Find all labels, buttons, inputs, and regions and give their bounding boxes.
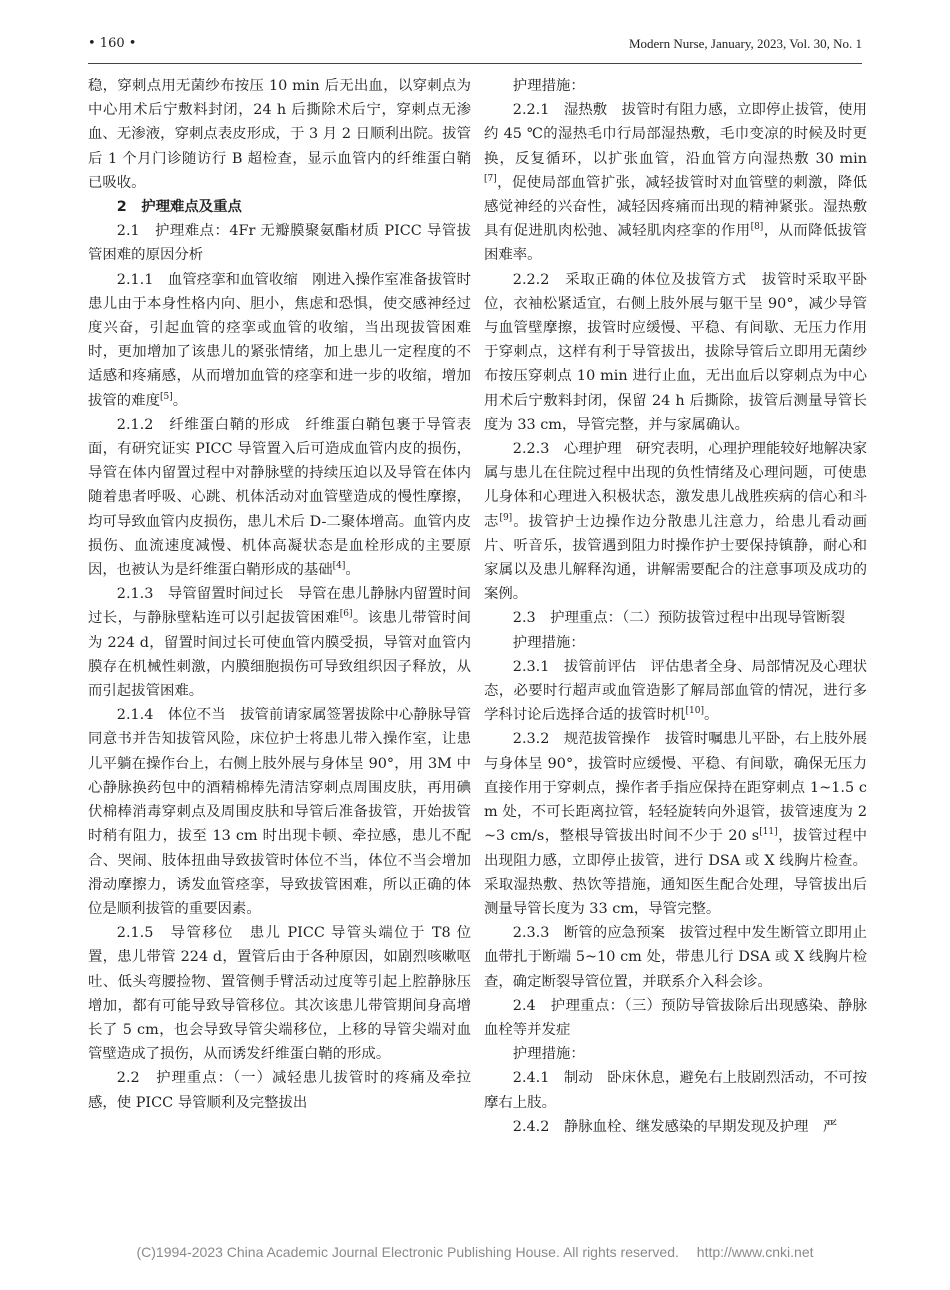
- paragraph-2-2-1: 2.2.1 湿热敷 拔管时有阻力感，立即停止拔管，使用约 45 ℃的湿热毛巾行局部湿热敷，毛巾变凉的时候及时更换，反复循环，以扩张血管，沿血管方向湿热敷 30 min[7]，促使局部血管扩张，减轻拔管时对血管壁的刺激，降低感觉神经的兴奋性，减轻因疼痛而出现的精神紧张。湿热敷具有促进肌肉松弛、减轻肌肉痉挛的作用[8]，从而降低拔管困难率。: [484, 102, 867, 264]
- paragraph-2-4-2: 2.4.2 静脉血栓、继发感染的早期发现及护理 严: [512, 1118, 838, 1135]
- paragraph-2-3-2: 2.3.2 规范拔管操作 拔管时嘱患儿平卧，右上肢外展与身体呈 90°，拔管时应缓慢、平稳、有间歇，确保无压力直接作用于穿刺点，操作者手指应保持在距穿刺点 1~1.5 cm 处，不可长距离拉管，轻轻旋转向外退管，拔管速度为 2~3 cm/s，整根导管拔出时间不少于 20 s[11]，拔管过程中出现阻力感，立即停止拔管，进行 DSA 或 X 线胸片检查。采取湿热敷、热饮等措施，通知医生配合处理，导管拔出后测量导管长度为 33 cm，导管完整。: [484, 731, 867, 917]
- section-heading-2-2: 2.2 护理重点：（一）减轻患儿拔管时的疼痛及牵拉感，使 PICC 导管顺利及完整拔出: [88, 1070, 471, 1111]
- paragraph-2-1-5: 2.1.5 导管移位 患儿 PICC 导管头端位于 T8 位置，患儿带管 224 d，置管后由于各种原因，如剧烈咳嗽呕吐、低头弯腰捡物、置管侧手臂活动过度等引起上腔静脉压增加，都有可能导致导管移位。其次该患儿带管期间身高增长了 5 cm，也会导致导管尖端移位，上移的导管尖端对血管壁造成了损伤，从而诱发纤维蛋白鞘的形成。: [88, 925, 471, 1063]
- copyright-footer: (C)1994-2023 China Academic Journal Electronic Publishing House. All rights reserved. http://www.cnki.net: [136, 1244, 814, 1260]
- page-number: • 160 •: [88, 36, 137, 51]
- paragraph-2-1-1: 2.1.1 血管痉挛和血管收缩 刚进入操作室准备拔管时患儿由于本身性格内向、胆小，焦虑和恐惧，使交感神经过度兴奋，引起血管的痉挛或血管的收缩，当出现拔管困难时，更加增加了该患儿的紧张情绪，加上患儿一定程度的不适感和疼痛感，从而增加血管的痉挛和进一步的收缩，增加拔管的难度[5]。: [88, 271, 471, 409]
- left-column: [88, 74, 471, 1115]
- measures-label: 护理措施：: [512, 78, 585, 94]
- section-heading-2-1: 2.1 护理难点：4Fr 无瓣膜聚氨酯材质 PICC 导管拔管困难的原因分析: [88, 223, 471, 264]
- citation-ref: [4]: [332, 561, 346, 572]
- section-heading-2-3: 2.3 护理重点：（二）预防拔管过程中出现导管断裂: [512, 610, 846, 627]
- section-heading-2: 2 护理难点及重点: [116, 199, 242, 216]
- citation-ref: [5]: [159, 391, 173, 402]
- citation-ref: [8]: [750, 222, 764, 233]
- citation-ref: [10]: [685, 706, 704, 717]
- journal-citation: Modern Nurse, January, 2023, Vol. 30, No. 1: [628, 36, 862, 51]
- citation-ref: [11]: [759, 827, 778, 838]
- paragraph-2-3-1: 2.3.1 拔管前评估 评估患者全身、局部情况及心理状态，必要时行超声或血管造影了解局部血管的情况，进行多学科讨论后选择合适的拔管时机[10]。: [484, 658, 867, 724]
- measures-label: 护理措施：: [512, 1046, 585, 1063]
- right-column: [484, 74, 867, 1139]
- paragraph-2-3-3: 2.3.3 断管的应急预案 拔管过程中发生断管立即用止血带扎于断端 5~10 cm 处，带患儿行 DSA 或 X 线胸片检查，确定断裂导管位置，并联系介入科会诊。: [484, 925, 867, 990]
- paragraph-2-1-2: 2.1.2 纤维蛋白鞘的形成 纤维蛋白鞘包裹于导管表面，有研究证实 PICC 导管置入后可造成血管内皮的损伤，导管在体内留置过程中对静脉壁的持续压迫以及导管在体内随着患者呼吸、心跳、机体活动对血管壁造成的慢性摩擦，均可导致血管内皮损伤，患儿术后 D-二聚体增高。血管内皮损伤、血流速度减慢、机体高凝状态是血栓形成的主要原因，也被认为是纤维蛋白鞘形成的基础[4]。: [88, 416, 471, 579]
- page-header: [0, 36, 950, 58]
- citation-ref: [9]: [499, 512, 513, 523]
- paragraph-2-2-2: 2.2.2 采取正确的体位及拔管方式 拔管时采取平卧位，衣袖松紧适宜，右侧上肢外展与躯干呈 90°，减少导管与血管壁摩擦，拔管时应缓慢、平稳、有间歇、无压力作用于穿刺点，这样有利于导管拔出，拔除导管后立即用无菌纱布按压穿刺点 10 min 进行止血，无出血后以穿刺点为中心用术后宁敷料封闭，保留 24 h 后撕除，拔管后测量导管长度为 33 cm，导管完整，并与家属确认。: [484, 271, 867, 433]
- citation-ref: [7]: [484, 174, 497, 185]
- paragraph-2-2-3: 2.2.3 心理护理 研究表明，心理护理能较好地解决家属与患儿在住院过程中出现的负性情绪及心理问题，可使患儿身体和心理进入积极状态，激发患儿战胜疾病的信心和斗志[9]。拔管护士边操作边分散患儿注意力，给患儿看动画片、听音乐，拔管遇到阻力时操作护士要保持镇静，耐心和家属以及患儿解释沟通，讲解需要配合的注意事项及成功的案例。: [484, 441, 867, 603]
- paragraph-2-4-1: 2.4.1 制动 卧床休息，避免右上肢剧烈活动，不可按摩右上肢。: [484, 1070, 867, 1111]
- measures-label: 护理措施：: [512, 634, 585, 651]
- section-heading-2-4: 2.4 护理重点：（三）预防导管拔除后出现感染、静脉血栓等并发症: [484, 997, 867, 1038]
- paragraph-2-1-4: 2.1.4 体位不当 拔管前请家属签署拔除中心静脉导管同意书并告知拔管风险，床位护士将患儿带入操作室，让患儿平躺在操作台上，右侧上肢外展与身体呈 90°，用 3M 中心静脉换药包中的酒精棉棒先清洁穿刺点周围皮肤，再用碘伏棉棒消毒穿刺点及周围皮肤和导管后准备拔管，开始拔管时稍有阻力，拔至 13 cm 时出现卡顿、牵拉感，患儿不配合、哭闹、肢体扭曲导致拔管时体位不当，体位不当会增加滑动摩擦力，诱发血管痉挛，导致拔管困难，所以正确的体位是顺利拔管的重要因素。: [88, 707, 471, 917]
- paragraph-discharge: 稳，穿刺点用无菌纱布按压 10 min 后无出血，以穿刺点为中心用术后宁敷料封闭，24 h 后撕除术后宁，穿刺点无渗血、无渗液，穿刺点表皮形成，于 3 月 2 日顺利出院。拔管后 1 个月门诊随访行 B 超检查，显示血管内的纤维蛋白鞘已吸收。: [88, 78, 471, 191]
- citation-ref: [6]: [339, 609, 353, 620]
- header-rule: [88, 63, 862, 64]
- paragraph-2-1-3: 2.1.3 导管留置时间过长 导管在患儿静脉内留置时间过长，与静脉壁粘连可以引起拔管困难[6]。该患儿带管时间为 224 d，留置时间过长可使血管内膜受损，导管对血管内膜存在机械性刺激，内膜细胞损伤可导致组织因子释放，从而引起拔管困难。: [88, 586, 471, 700]
